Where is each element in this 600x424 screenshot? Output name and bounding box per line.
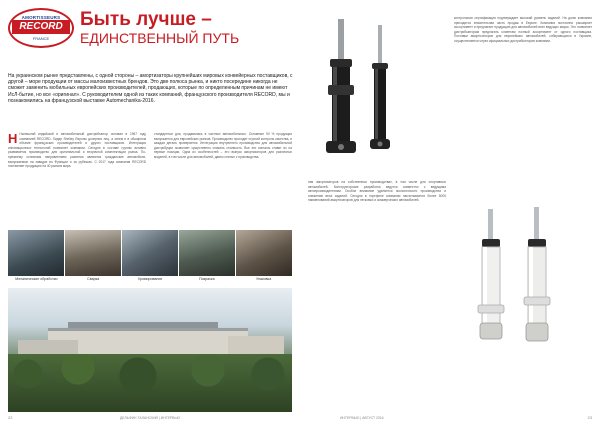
column-1-text: Нынешний индийский и автомобильный дистрибьютор основан в 1967 году компанией RECORD. Лидер Shelley Европы дочерних лиц, а затем и в обширном объеме французских производителей и других поставщиков. Интеграция инновационных технологий позволяет компании. Сегодня в составе группы активно развивается производство для оригинальной и вторичной комплектации рынка. По-прежнему основным направлением развития являются гражданские автомобили, выпускаемые на заводах во Франции и за рубежом. С 2017 года компания RECORD поставляет продукцию на 40 рынков мира. <box>8 132 146 169</box>
caption: Покраска <box>198 277 215 281</box>
article-title: Быть лучше – <box>80 9 212 30</box>
logo-bottom-text: FRANCE <box>32 36 50 41</box>
photo-painting <box>179 230 235 276</box>
shock-absorber-icon <box>312 15 408 165</box>
text-column-2: стандартных для, продавалась в частных автомобильных. Основные 90 % продукции выпускается для европейских рынков. Производство проходит строгий контроль качества, и каждая деталь проверяется. Интеграция внутреннего производства для автомобильной дистрибуции позволяет существенно снижать стоимость. Все эти сигналы ставят их на первые позиции. Одна из особенностей – это выпуск амортизаторов для различных моделей, в том числе для автомобилей, давно снятых с производства. <box>154 132 292 159</box>
caption: Механические обработки <box>15 277 58 281</box>
text-column-1 <box>8 132 146 227</box>
record-logo <box>8 6 74 54</box>
right-page <box>300 0 600 424</box>
caption: Сварка <box>87 277 100 281</box>
page-number-right: 23 <box>587 415 592 420</box>
text-column-3: ния амортизаторов на собственных производствах, в том числе для спортивных автомобилей. Конструкторские разработки ведутся совместно с ведущими автопроизводителями. Особое внимание уделяется экологичности производства и снижению веса изделий. Сегодня в портфеле компании насчитывается более 5000 наименований амортизаторов для легковых и коммерческих автомобилей. <box>308 180 446 203</box>
footer-left: ДЕЛЬФИН ТАЛАНСКИЙ | ИНТЕРВЬЮ <box>120 416 181 420</box>
logo-word: RECORD <box>12 20 70 34</box>
photo-captions <box>8 277 292 281</box>
photo-welding <box>65 230 121 276</box>
text-column-4: контрольная сертификация подтверждает высокий уровень изделий. На долю компании приходится значительная часть продаж в Европе. Компания постоянно расширяет ассортимент и предлагает продукцию для автомобилей всех ведущих марок. Это позволяет дистрибьюторам предлагать клиентам полный ассортимент от одного поставщика. Поставки амортизаторов для европейских автомобилей, собирающихся в Украине, осуществляются через официальных дистрибьюторов компании. <box>454 16 592 43</box>
page-number-left: 22 <box>8 415 13 420</box>
article-intro: На украинском рынке представлены, с одной стороны – амортизаторы крупнейших мировых конвейерных поставщиков, с другой – море продукции от массы малоизвестных брендов. Это две полюса рынка, и никто посередине никогда не сможет заменить мобильных европейских производителей, продающих, которые по определенным причинам не имеют ИсЛ-бытие, но все «оригинал». С руководителем одной из таких компаний, французского производителя RECORD, мы и познакомились на французской выставке Automechanika-2016. <box>8 73 293 104</box>
photo-chroming <box>122 230 178 276</box>
caption: Хромирование <box>137 277 163 281</box>
caption: Упаковка <box>255 277 272 281</box>
production-photos <box>8 230 292 276</box>
factory-photo <box>8 288 292 412</box>
footer-right: ИНТЕРВЬЮ | АВГУСТ 2016 <box>340 416 384 420</box>
photo-machining <box>8 230 64 276</box>
strut-shock-absorber-icon <box>468 205 564 355</box>
photo-packing <box>236 230 292 276</box>
factory-trees <box>8 354 292 412</box>
factory-building <box>48 328 248 356</box>
logo-top-text: AMORTISSEURS <box>21 15 61 20</box>
dropcap: Н <box>8 132 18 146</box>
article-subtitle: ЕДИНСТВЕННЫЙ ПУТЬ <box>80 30 240 46</box>
